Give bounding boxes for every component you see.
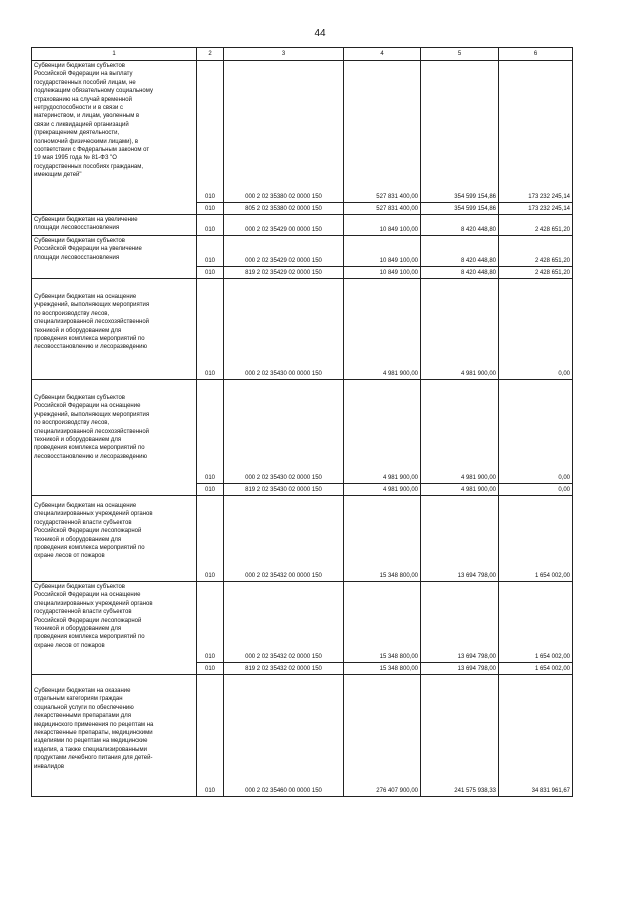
row-code: 010 <box>197 380 224 484</box>
row-code: 010 <box>197 582 224 663</box>
column-header: 6 <box>499 48 573 61</box>
row-approved: 10 849 100,00 <box>344 236 421 267</box>
row-unexecuted: 2 428 651,20 <box>499 236 573 267</box>
row-kbk: 819 2 02 35429 02 0000 150 <box>224 267 344 279</box>
row-approved: 15 348 800,00 <box>344 496 421 582</box>
row-executed: 8 420 448,80 <box>421 215 499 236</box>
row-code: 010 <box>197 61 224 203</box>
row-description: Субвенции бюджетам субъектов Российской Федерации на увеличение площади лесовосстановления <box>32 236 197 279</box>
row-unexecuted: 0,00 <box>499 380 573 484</box>
row-description: Субвенции бюджетам субъектов Российской Федерации на оснащение учреждений, выполняющих мероприятия по воспроизводству лесов, специализированной лесохозяйственной техникой и оборудованием для проведения комплекса мероприятий по лесовосстановлению и лесоразведению <box>32 380 197 496</box>
row-unexecuted: 0,00 <box>499 279 573 380</box>
row-kbk: 000 2 02 35432 02 0000 150 <box>224 582 344 663</box>
column-header: 5 <box>421 48 499 61</box>
table-row <box>32 215 573 236</box>
row-kbk: 819 2 02 35432 02 0000 150 <box>224 663 344 675</box>
row-description: Субвенции бюджетам субъектов Российской Федерации на выплату государственных пособий лицам, не подлежащим обязательному социальному страхованию на случай временной нетрудоспособности и в связи с материнством, и лицам, уволенным в связи с ликвидацией организаций (прекращением деятельности, полномочий физическими лицами), в соответствии с Федеральным законом от 19 мая 1995 года № 81-ФЗ "О государственных пособиях гражданам, имеющим детей" <box>32 61 197 215</box>
row-approved: 10 849 100,00 <box>344 215 421 236</box>
row-approved: 4 981 900,00 <box>344 279 421 380</box>
row-executed: 8 420 448,80 <box>421 236 499 267</box>
row-approved: 15 348 800,00 <box>344 663 421 675</box>
budget-table <box>31 47 573 797</box>
row-unexecuted: 1 654 002,00 <box>499 582 573 663</box>
table-row <box>32 496 573 582</box>
row-unexecuted: 173 232 245,14 <box>499 203 573 215</box>
row-unexecuted: 173 232 245,14 <box>499 61 573 203</box>
table-row <box>32 236 573 267</box>
row-approved: 4 981 900,00 <box>344 380 421 484</box>
row-code: 010 <box>197 215 224 236</box>
row-approved: 4 981 900,00 <box>344 484 421 496</box>
table-row <box>32 380 573 484</box>
row-unexecuted: 2 428 651,20 <box>499 215 573 236</box>
row-code: 010 <box>197 236 224 267</box>
row-approved: 276 407 900,00 <box>344 675 421 797</box>
row-approved: 15 348 800,00 <box>344 582 421 663</box>
row-approved: 10 849 100,00 <box>344 267 421 279</box>
row-code: 010 <box>197 267 224 279</box>
row-kbk: 819 2 02 35430 02 0000 150 <box>224 484 344 496</box>
row-code: 010 <box>197 203 224 215</box>
row-description: Субвенции бюджетам на оснащение учреждений, выполняющих мероприятия по воспроизводству лесов, специализированной лесохозяйственной техникой и оборудованием для проведения комплекса мероприятий по лесовосстановлению и лесоразведению <box>32 279 197 380</box>
row-description: Субвенции бюджетам на оказание отдельным категориям граждан социальной услуги по обеспечению лекарственными препаратами для медицинского применения по рецептам на лекарственные препараты, медицинскими изделиями по рецептам на медицинские изделия, а также специализированными продуктами лечебного питания для детей- инвалидов <box>32 675 197 797</box>
table-row <box>32 675 573 797</box>
row-unexecuted: 2 428 651,20 <box>499 267 573 279</box>
row-kbk: 000 2 02 35430 02 0000 150 <box>224 380 344 484</box>
row-code: 010 <box>197 484 224 496</box>
row-description: Субвенции бюджетам на оснащение специализированных учреждений органов государственной власти субъектов Российской Федерации лесопожарной техникой и оборудованием для проведения комплекса мероприятий по охране лесов от пожаров <box>32 496 197 582</box>
row-description: Субвенции бюджетам субъектов Российской Федерации на оснащение специализированных учреждений органов государственной власти субъектов Российской Федерации лесопожарной техникой и оборудованием для проведения комплекса мероприятий по охране лесов от пожаров <box>32 582 197 675</box>
table-header-row <box>32 48 573 61</box>
row-executed: 4 981 900,00 <box>421 279 499 380</box>
column-header: 1 <box>32 48 197 61</box>
table-row <box>32 279 573 380</box>
row-executed: 4 981 900,00 <box>421 380 499 484</box>
row-code: 010 <box>197 675 224 797</box>
row-kbk: 000 2 02 35430 00 0000 150 <box>224 279 344 380</box>
row-approved: 527 831 400,00 <box>344 203 421 215</box>
row-approved: 527 831 400,00 <box>344 61 421 203</box>
column-header: 3 <box>224 48 344 61</box>
row-kbk: 000 2 02 35380 02 0000 150 <box>224 61 344 203</box>
row-executed: 4 981 900,00 <box>421 484 499 496</box>
row-kbk: 000 2 02 35429 00 0000 150 <box>224 215 344 236</box>
row-executed: 13 694 798,00 <box>421 496 499 582</box>
row-unexecuted: 0,00 <box>499 484 573 496</box>
row-executed: 8 420 448,80 <box>421 267 499 279</box>
table-row <box>32 61 573 203</box>
row-executed: 354 599 154,86 <box>421 203 499 215</box>
row-kbk: 000 2 02 35432 00 0000 150 <box>224 496 344 582</box>
row-unexecuted: 1 654 002,00 <box>499 496 573 582</box>
page-number: 44 <box>314 28 326 39</box>
column-header: 2 <box>197 48 224 61</box>
row-executed: 13 694 798,00 <box>421 582 499 663</box>
row-unexecuted: 1 654 002,00 <box>499 663 573 675</box>
column-header: 4 <box>344 48 421 61</box>
row-unexecuted: 34 831 961,67 <box>499 675 573 797</box>
row-description: Субвенции бюджетам на увеличение площади лесовосстановления <box>32 215 197 236</box>
row-kbk: 000 2 02 35460 00 0000 150 <box>224 675 344 797</box>
row-executed: 354 599 154,86 <box>421 61 499 203</box>
table-row <box>32 582 573 663</box>
row-code: 010 <box>197 663 224 675</box>
row-executed: 13 694 798,00 <box>421 663 499 675</box>
row-code: 010 <box>197 279 224 380</box>
row-kbk: 805 2 02 35380 02 0000 150 <box>224 203 344 215</box>
row-executed: 241 575 938,33 <box>421 675 499 797</box>
row-kbk: 000 2 02 35429 02 0000 150 <box>224 236 344 267</box>
row-code: 010 <box>197 496 224 582</box>
